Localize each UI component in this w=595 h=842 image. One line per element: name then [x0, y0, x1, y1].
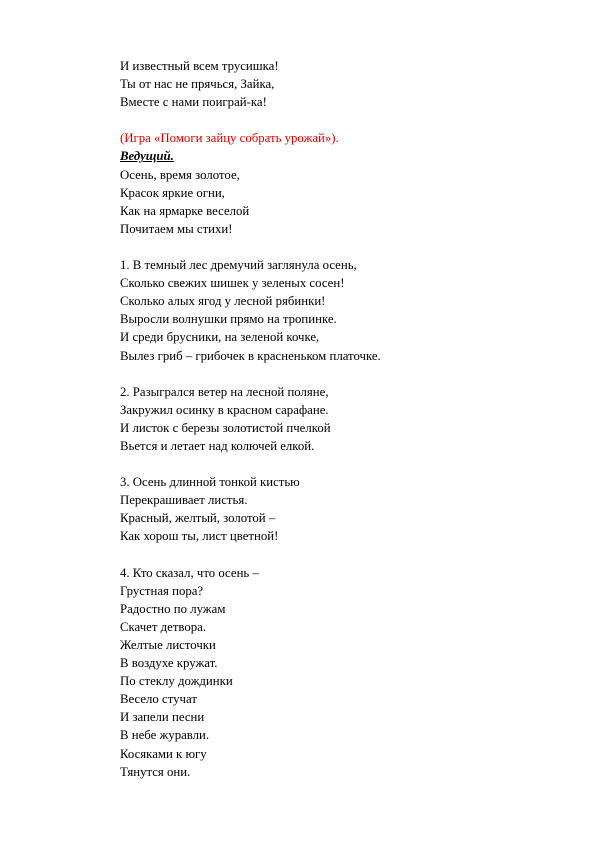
text-line: 2. Разыгрался ветер на лесной поляне,	[120, 384, 329, 399]
text-line: Скачет детвора.	[120, 619, 207, 634]
stanza-gap	[120, 111, 560, 129]
text-line: И запели песни	[120, 710, 205, 725]
text-line: Желтые листочки	[120, 638, 216, 652]
stanza-gap	[120, 238, 560, 256]
text-line: Радостно по лужам	[120, 601, 226, 616]
poem-3-stanza	[120, 473, 560, 545]
text-line: Сколько свежих шишек у зеленых сосен!	[120, 276, 345, 291]
poem-2-stanza	[120, 383, 560, 455]
stanza-gap	[120, 365, 560, 383]
host-label: Ведущий.	[120, 149, 174, 164]
poem-1-stanza	[120, 256, 560, 365]
text-line: По стеклу дождинки	[120, 674, 233, 689]
host-stanza	[120, 166, 560, 238]
text-line: Как хорош ты, лист цветной!	[120, 529, 279, 544]
text-line: 1. В темный лес дремучий заглянула осень,	[120, 258, 357, 273]
text-line: Красок яркие огни,	[120, 185, 225, 200]
text-line: Тянутся они.	[120, 764, 191, 779]
intro-stanza	[120, 57, 560, 111]
stanza-gap	[120, 455, 560, 473]
stanza-gap	[120, 546, 560, 564]
poem-4-stanza	[120, 564, 560, 781]
text-line: Весело стучат	[120, 692, 197, 707]
text-line: 4. Кто сказал, что осень –	[120, 565, 259, 580]
text-line: Как на ярмарке веселой	[120, 203, 250, 218]
document-text	[120, 57, 560, 781]
text-line: Косяками к югу	[120, 746, 207, 761]
text-line: Перекрашивает листья.	[120, 493, 248, 508]
text-line: И известный всем трусишка!	[120, 59, 279, 73]
game-title: (Игра «Помоги зайцу собрать урожай»).	[120, 131, 339, 146]
text-line: Выросли волнушки прямо на тропинке.	[120, 312, 337, 327]
text-line: Вместе с нами поиграй-ка!	[120, 95, 267, 110]
text-line: Закружил осинку в красном сарафане.	[120, 402, 329, 417]
text-line: Сколько алых ягод у лесной рябинки!	[120, 294, 326, 309]
text-line: Почитаем мы стихи!	[120, 221, 233, 236]
text-line: Осень, время золотое,	[120, 167, 240, 182]
text-line: И среди брусники, на зеленой кочке,	[120, 330, 320, 345]
text-line: И листок с березы золотистой пчелкой	[120, 420, 331, 435]
text-line: 3. Осень длинной тонкой кистью	[120, 475, 300, 490]
text-line: Красный, желтый, золотой –	[120, 511, 276, 526]
text-line: Вылез гриб – грибочек в красненьком платочке.	[120, 348, 381, 363]
text-line: В воздухе кружат.	[120, 656, 218, 671]
text-line: Ты от нас не прячься, Зайка,	[120, 77, 275, 92]
text-line: Грустная пора?	[120, 583, 204, 598]
text-line: Вьется и летает над колючей елкой.	[120, 438, 315, 453]
text-line: В небе журавли.	[120, 728, 210, 743]
